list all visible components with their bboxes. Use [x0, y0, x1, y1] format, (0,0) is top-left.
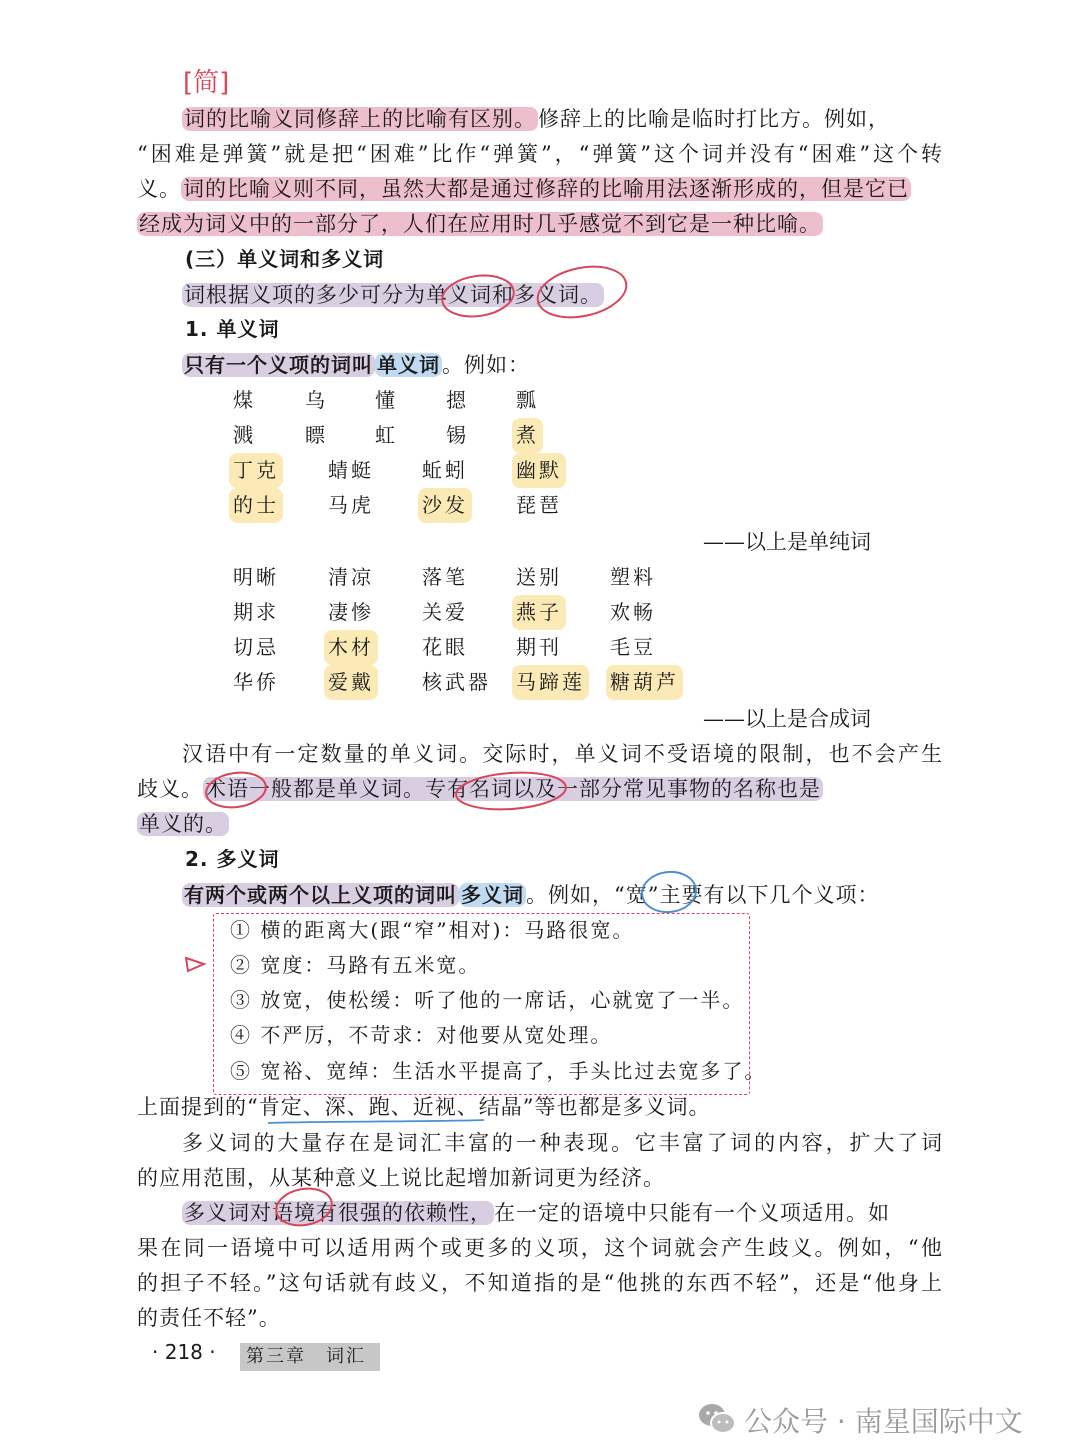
word: 幽默 [512, 453, 566, 488]
para1-highlight-2: 词的比喻义则不同，虽然大都是通过修辞的比喻用法逐渐形成的，但是它已 [183, 177, 909, 201]
wechat-icon [698, 1402, 736, 1436]
word: 沙发 [418, 488, 472, 523]
arrow-annotation [186, 958, 204, 971]
word: 木材 [324, 630, 378, 665]
para1-line2: “困难是弹簧”就是把“困难”比作“弹簧”，“弹簧”这个词并没有“困难”这个转 [137, 142, 943, 166]
sense-2: ② 宽度：马路有五米宽。 [230, 953, 481, 977]
word: 摁 [446, 388, 469, 412]
word: 欢畅 [610, 600, 656, 624]
word: 花眼 [422, 635, 468, 659]
para3: 上面提到的“肯定、深、跑、近视、结晶”等也都是多义词。 [137, 1095, 711, 1119]
word: 糖葫芦 [606, 665, 683, 700]
word: 华侨 [233, 670, 279, 694]
word: 切忌 [233, 635, 279, 659]
para1-line3: 义。词的比喻义则不同，虽然大都是通过修辞的比喻用法逐渐形成的，但是它已 [137, 177, 909, 201]
word: 马蹄莲 [512, 665, 589, 700]
para5-line3: 的担子不轻。”这句话就有歧义，不知道指的是“他挑的东西不轻”，还是“他身上 [137, 1271, 943, 1295]
word: 凄惨 [328, 600, 374, 624]
subsection-def-2: 有两个或两个以上义项的词叫 多义词。例如，“宽”主要有以下几个义项： [184, 883, 880, 907]
page-number: · 218 · [152, 1340, 216, 1364]
para2-line2: 歧义。术语一般都是单义词。专有名词以及一部分常见事物的名称也是 [137, 777, 821, 801]
word: 马虎 [328, 493, 374, 517]
word: 送别 [516, 565, 562, 589]
word: 的士 [229, 488, 283, 523]
word: 塑料 [610, 565, 656, 589]
word: 期刊 [516, 635, 562, 659]
word: 锡 [446, 423, 469, 447]
sense-5: ⑤ 宽裕、宽绰：生活水平提高了，手头比过去宽多了。 [230, 1059, 767, 1083]
sense-4: ④ 不严厉，不苛求：对他要从宽处理。 [230, 1023, 613, 1047]
word: 懂 [375, 388, 398, 412]
sense-1: ① 横的距离大(跟“窄”相对)：马路很宽。 [230, 918, 635, 942]
word: 蜻蜓 [328, 458, 374, 482]
para5-highlight: 多义词对语境有很强的依赖性， [184, 1201, 492, 1225]
word: 瞟 [305, 423, 328, 447]
para2-highlight: 术语一般都是单义词。专有名词以及一部分常见事物的名称也是 [205, 777, 821, 801]
word: 煮 [512, 418, 543, 453]
sense-3: ③ 放宽，使松缓：听了他的一席话，心就宽了一半。 [230, 988, 745, 1012]
handwritten-note: [简] [183, 68, 230, 98]
word: 溅 [233, 423, 256, 447]
word: 琵琶 [516, 493, 562, 517]
para1-line4 [137, 207, 943, 242]
subsection-title-2: 2. 多义词 [185, 847, 280, 871]
word: 丁克 [229, 453, 283, 488]
para5-line4: 的责任不轻”。 [137, 1306, 281, 1330]
section-intro: 词根据义项的多少可分为单义词和多义词。 [184, 283, 602, 307]
word: 清凉 [328, 565, 374, 589]
word: 毛豆 [610, 635, 656, 659]
para1-line1: 词的比喻义同修辞上的比喻有区别。修辞上的比喻是临时打比方。例如， [184, 107, 890, 131]
word: 落笔 [422, 565, 468, 589]
word: 爱戴 [324, 665, 378, 700]
chapter-label: 第三章 词汇 [240, 1343, 380, 1371]
watermark-text: 公众号 · 南星国际中文 [744, 1405, 1023, 1438]
para1-highlight-3: 经成为词义中的一部分了，人们在应用时几乎感觉不到它是一种比喻。 [139, 212, 821, 236]
word: 核武器 [422, 670, 491, 694]
word: 虹 [375, 423, 398, 447]
para1-highlight-1: 词的比喻义同修辞上的比喻有区别。 [184, 107, 536, 131]
word: 瓢 [516, 388, 539, 412]
para4-line2: 的应用范围，从某种意义上说比起增加新词更为经济。 [137, 1166, 665, 1190]
word: 蚯蚓 [422, 458, 468, 482]
section-title: (三）单义词和多义词 [185, 247, 385, 271]
word: 期求 [233, 600, 279, 624]
compound-word-note: ——以上是合成词 [703, 707, 871, 731]
para5-line1: 多义词对语境有很强的依赖性，在一定的语境中只能有一个义项适用。如 [184, 1201, 890, 1225]
word: 燕子 [512, 595, 566, 630]
word: 关爱 [422, 600, 468, 624]
term-monosemous: 单义词 [377, 353, 440, 377]
word: 乌 [305, 388, 328, 412]
subsection-title-1: 1. 单义词 [185, 317, 280, 341]
simple-word-note: ——以上是单纯词 [703, 530, 871, 554]
term-polysemous: 多义词 [461, 883, 524, 907]
para2-line1: 汉语中有一定数量的单义词。交际时，单义词不受语境的限制，也不会产生 [182, 742, 943, 766]
word: 明晰 [233, 565, 279, 589]
subsection-def-1: 只有一个义项的词叫 单义词。例如： [184, 353, 530, 377]
para5-line2: 果在同一语境中可以适用两个或更多的义项，这个词就会产生歧义。例如，“他 [137, 1236, 943, 1260]
para4-line1: 多义词的大量存在是词汇丰富的一种表现。它丰富了词的内容，扩大了词 [182, 1131, 943, 1155]
para2-line3: 单义的。 [139, 812, 227, 836]
word: 煤 [233, 388, 256, 412]
